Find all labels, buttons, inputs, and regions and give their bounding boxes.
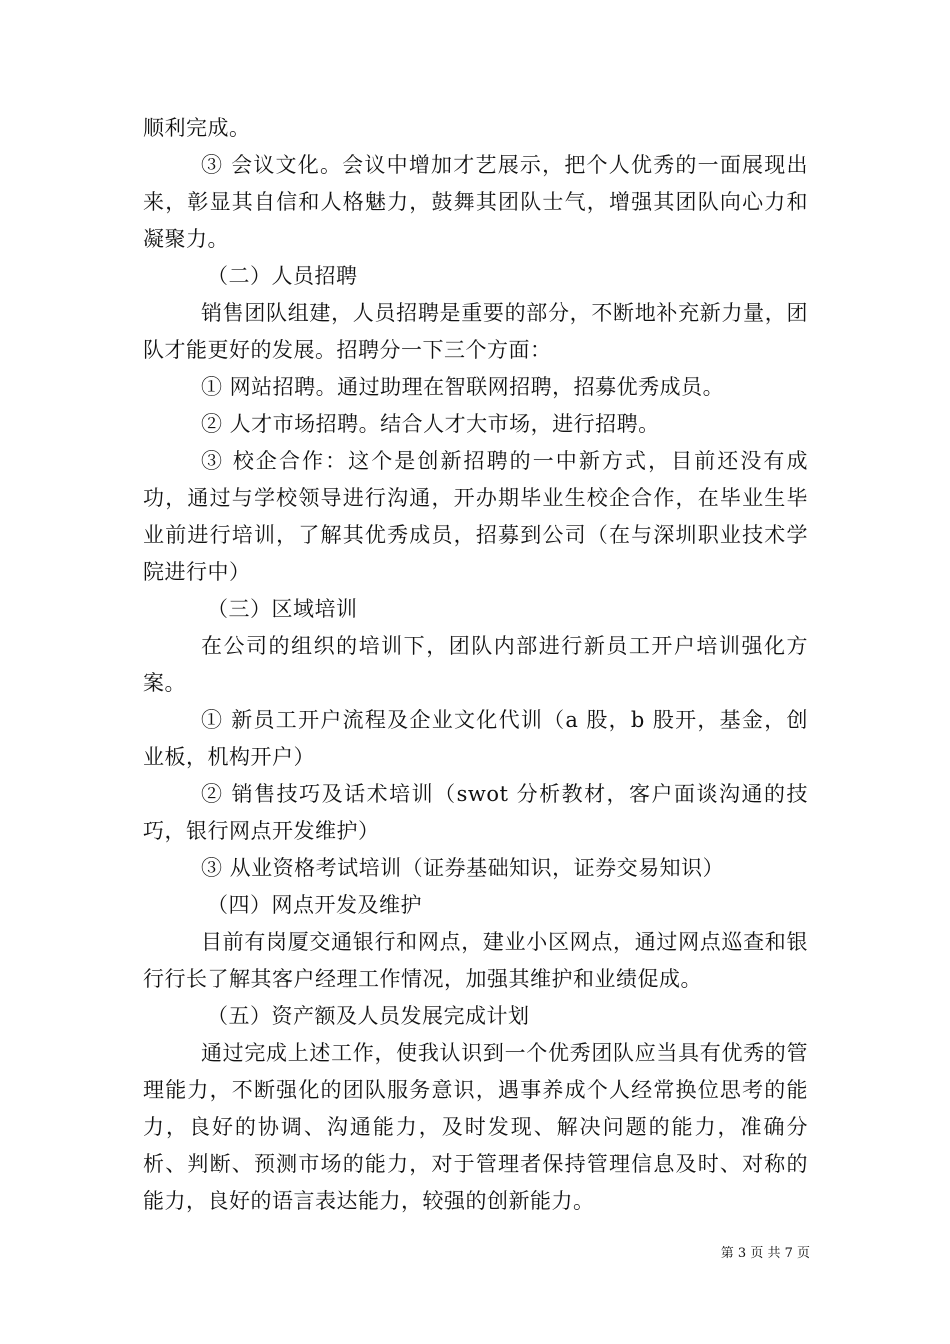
paragraph-continuation: 顺利完成。	[143, 116, 251, 140]
list-item-sales-skills-training: ② 销售技巧及话术培训（swot 分析教材，客户面谈沟通的技巧，银行网点开发维护）	[143, 782, 808, 843]
document-body	[143, 110, 808, 1220]
paragraph-recruitment-intro: 销售团队组建，人员招聘是重要的部分，不断地补充新力量，团队才能更好的发展。招聘分一下三个方面：	[143, 301, 808, 362]
list-item-website-recruitment: ① 网站招聘。通过助理在智联网招聘，招募优秀成员。	[201, 375, 725, 399]
list-item-talent-market-recruitment: ② 人才市场招聘。结合人才大市场，进行招聘。	[201, 412, 660, 436]
list-item-qualification-exam-training: ③ 从业资格考试培训（证券基础知识，证券交易知识）	[201, 856, 725, 880]
paragraph-outlet-development: 目前有岗厦交通银行和网点，建业小区网点，通过网点巡查和银行行长了解其客户经理工作情况，加强其维护和业绩促成。	[143, 930, 808, 991]
section-heading-recruitment: （二）人员招聘	[207, 264, 358, 288]
list-item-school-enterprise-cooperation: ③ 校企合作：这个是创新招聘的一中新方式，目前还没有成功，通过与学校领导进行沟通，开办期毕业生校企合作，在毕业生毕业前进行培训，了解其优秀成员，招募到公司（在与深圳职业技术学院进行中）	[143, 449, 808, 584]
paragraph-conclusion: 通过完成上述工作，使我认识到一个优秀团队应当具有优秀的管理能力，不断强化的团队服务意识，遇事养成个人经常换位思考的能力，良好的协调、沟通能力，及时发现、解决问题的能力，准确分析、判断、预测市场的能力，对于管理者保持管理信息及时、对称的能力，良好的语言表达能力，较强的创新能力。	[143, 1041, 808, 1213]
page-number-footer: 第 3 页 共 7 页	[720, 1246, 810, 1261]
paragraph-meeting-culture: ③ 会议文化。会议中增加才艺展示，把个人优秀的一面展现出来，彰显其自信和人格魅力，鼓舞其团队士气，增强其团队向心力和凝聚力。	[143, 153, 808, 251]
section-heading-outlet-development: （四）网点开发及维护	[207, 893, 422, 917]
section-heading-regional-training: （三）区域培训	[207, 597, 358, 621]
paragraph-training-intro: 在公司的组织的培训下，团队内部进行新员工开户培训强化方案。	[143, 634, 808, 695]
list-item-account-opening-training: ① 新员工开户流程及企业文化代训（a 股，b 股开，基金，创业板，机构开户）	[143, 708, 808, 769]
section-heading-asset-plan: （五）资产额及人员发展完成计划	[207, 1004, 530, 1028]
